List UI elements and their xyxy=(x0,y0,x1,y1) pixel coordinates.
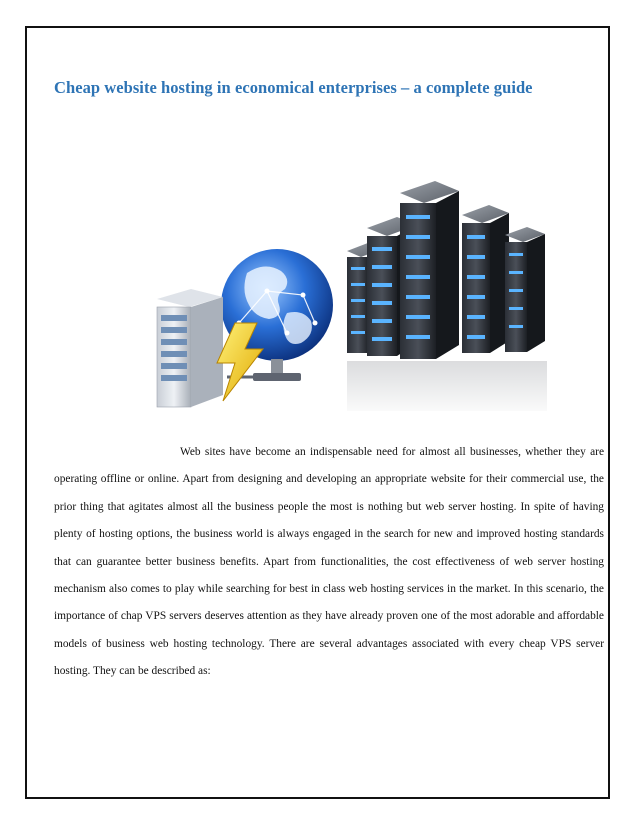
hosting-illustration xyxy=(117,173,557,433)
intro-paragraph: Web sites have become an indispensable need for almost all businesses, whether they are operating offline or online. Apart from designing and developing an appropriate website for their commercial use, the prior thing that agitates almost all the business people the most is nothing but web server hosting. In spite of having plenty of hosting options, the business world is always engaged in the search for new and improved hosting standards that can guarantee better business benefits. Apart from functionalities, the cost effectiveness of web server hosting mechanism also comes to play while searching for best in class web hosting services in the market. In this scenario, the importance of chap VPS servers deserves attention as they have already proven one of the most adorable and affordable models of business web hosting technology. There are several advantages associated with every cheap VPS server hosting. They can be described as: xyxy=(54,446,604,678)
server-tower-icon xyxy=(157,289,223,407)
page-frame xyxy=(25,26,610,799)
document-title: Cheap website hosting in economical enterprises – a complete guide xyxy=(54,78,533,97)
server-rack-icon xyxy=(342,181,552,419)
